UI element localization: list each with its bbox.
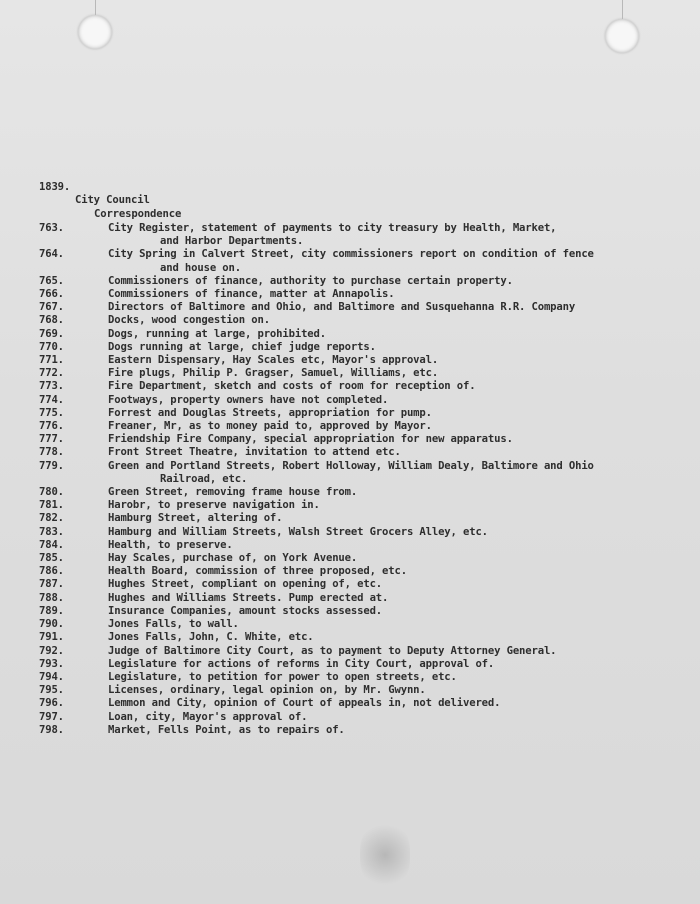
entry-number: 780. (39, 486, 64, 499)
entry-text (108, 552, 653, 565)
entry-text (108, 592, 653, 605)
entry-line: Commissioners of finance, matter at Annapolis. (108, 288, 395, 301)
entry-line: Insurance Companies, amount stocks assessed. (108, 604, 383, 617)
list-item (0, 512, 700, 525)
entry-number: 783. (39, 525, 64, 538)
entry-list (0, 222, 700, 737)
entry-text (108, 526, 653, 539)
punch-hole-left (78, 15, 112, 49)
entry-line: Lemmon and City, opinion of Court of appeals in, not delivered. (108, 697, 501, 710)
entry-number: 763. (39, 222, 64, 234)
entry-text (108, 631, 653, 644)
entry-line: City Spring in Calvert Street, city commissioners report on condition of fence (108, 248, 594, 261)
entry-line: Fire Department, sketch and costs of room for reception of. (108, 380, 476, 393)
entry-line: Directors of Baltimore and Ohio, and Baltimore and Susquehanna R.R. Company (108, 301, 576, 314)
entry-line: Harobr, to preserve navigation in. (108, 499, 320, 512)
entry-text (108, 328, 653, 341)
entry-line: Hamburg Street, altering of. (108, 512, 283, 525)
entry-text (108, 420, 653, 433)
entry-number: 778. (39, 446, 64, 459)
punch-hole-right (605, 19, 639, 53)
entry-number: 796. (39, 697, 64, 710)
binding-crease (95, 0, 96, 16)
list-item (0, 248, 700, 274)
entry-text (108, 697, 653, 710)
entry-number: 768. (39, 314, 64, 327)
list-item (0, 578, 700, 591)
list-item (0, 671, 700, 684)
entry-text (108, 433, 653, 446)
entry-line: Licenses, ordinary, legal opinion on, by Mr. Gwynn. (108, 684, 426, 697)
entry-text (108, 658, 653, 671)
list-item (0, 618, 700, 631)
entry-line: Hay Scales, purchase of, on York Avenue. (108, 552, 358, 565)
entry-number: 776. (39, 420, 64, 433)
entry-text (108, 288, 653, 301)
entry-number: 787. (39, 578, 64, 591)
entry-line: City Register, statement of payments to city treasury by Health, Market, (108, 222, 557, 234)
entry-number: 781. (39, 499, 64, 512)
entry-number: 785. (39, 552, 64, 565)
entry-text (108, 460, 653, 486)
list-item (0, 446, 700, 459)
entry-text (108, 684, 653, 697)
entry-continuation-line: and Harbor Departments. (160, 235, 304, 248)
entry-number: 786. (39, 565, 64, 578)
entry-text (108, 301, 653, 314)
entry-number: 769. (39, 327, 64, 340)
entry-text (108, 354, 653, 367)
entry-number: 775. (39, 406, 64, 419)
list-item (0, 328, 700, 341)
entry-line: Dogs running at large, chief judge reports. (108, 340, 376, 353)
entry-text (108, 314, 653, 327)
list-item (0, 301, 700, 314)
entry-number: 772. (39, 367, 64, 380)
entry-text (108, 446, 653, 459)
entry-number: 765. (39, 274, 64, 287)
list-item (0, 314, 700, 327)
list-item (0, 275, 700, 288)
list-item (0, 460, 700, 486)
entry-number: 777. (39, 433, 64, 446)
list-item (0, 711, 700, 724)
entry-line: Legislature, to petition for power to open streets, etc. (108, 670, 457, 683)
entry-text (108, 499, 653, 512)
entry-number: 771. (39, 354, 64, 367)
paper-stain (360, 820, 410, 890)
entry-number: 795. (39, 684, 64, 697)
entry-line: Hughes and Williams Streets. Pump erected at. (108, 591, 389, 604)
entry-number: 770. (39, 340, 64, 353)
entry-text (108, 539, 653, 552)
list-item (0, 658, 700, 671)
entry-line: Jones Falls, to wall. (108, 618, 239, 631)
list-item (0, 354, 700, 367)
entry-line: Eastern Dispensary, Hay Scales etc, Mayor's approval. (108, 354, 439, 367)
entry-line: Dogs, running at large, prohibited. (108, 327, 326, 340)
list-item (0, 697, 700, 710)
entry-continuation-line: and house on. (160, 261, 241, 274)
entry-number: 791. (39, 631, 64, 644)
list-item (0, 684, 700, 697)
entry-number: 797. (39, 710, 64, 723)
entry-line: Legislature for actions of reforms in City Court, approval of. (108, 657, 495, 670)
entry-number: 789. (39, 604, 64, 617)
entry-number: 784. (39, 538, 64, 551)
entry-line: Health, to preserve. (108, 538, 233, 551)
entry-number: 794. (39, 670, 64, 683)
entry-text (108, 565, 653, 578)
entry-text (108, 645, 653, 658)
list-item (0, 394, 700, 407)
section-subheading: Correspondence (94, 208, 182, 220)
entry-text (108, 724, 653, 737)
entry-line: Judge of Baltimore City Court, as to payment to Deputy Attorney General. (108, 644, 557, 657)
entry-text (108, 671, 653, 684)
entry-number: 779. (39, 459, 64, 472)
entry-text (108, 711, 653, 724)
entry-text (108, 512, 653, 525)
entry-continuation-line: Railroad, etc. (160, 472, 248, 485)
entry-text (108, 407, 653, 420)
entry-text (108, 275, 653, 288)
list-item (0, 407, 700, 420)
list-item (0, 341, 700, 354)
entry-text (108, 486, 653, 499)
list-item (0, 420, 700, 433)
entry-number: 764. (39, 248, 64, 261)
list-item (0, 605, 700, 618)
entry-number: 767. (39, 301, 64, 314)
list-item (0, 565, 700, 578)
binding-crease (622, 0, 623, 20)
entry-text (108, 367, 653, 380)
entry-line: Freaner, Mr, as to money paid to, approved by Mayor. (108, 420, 432, 433)
entry-text (108, 605, 653, 618)
entry-line: Jones Falls, John, C. White, etc. (108, 631, 314, 644)
entry-line: Health Board, commission of three proposed, etc. (108, 565, 407, 578)
entry-line: Fire plugs, Philip P. Gragser, Samuel, Williams, etc. (108, 367, 439, 380)
entry-line: Friendship Fire Company, special appropriation for new apparatus. (108, 433, 513, 446)
entry-line: Forrest and Douglas Streets, appropriation for pump. (108, 406, 432, 419)
list-item (0, 433, 700, 446)
entry-line: Docks, wood congestion on. (108, 314, 270, 327)
entry-number: 792. (39, 644, 64, 657)
list-item (0, 222, 700, 248)
entry-number: 793. (39, 657, 64, 670)
list-item (0, 645, 700, 658)
list-item (0, 367, 700, 380)
entry-line: Footways, property owners have not completed. (108, 393, 389, 406)
entry-text (108, 248, 653, 274)
section-heading: City Council (75, 194, 150, 206)
entry-line: Front Street Theatre, invitation to attend etc. (108, 446, 401, 459)
entry-number: 766. (39, 288, 64, 301)
entry-line: Green and Portland Streets, Robert Holloway, William Dealy, Baltimore and Ohio (108, 459, 594, 472)
list-item (0, 499, 700, 512)
list-item (0, 631, 700, 644)
entry-text (108, 380, 653, 393)
list-item (0, 288, 700, 301)
entry-line: Green Street, removing frame house from. (108, 486, 358, 499)
entry-text (108, 578, 653, 591)
entry-line: Hamburg and William Streets, Walsh Street Grocers Alley, etc. (108, 525, 488, 538)
list-item (0, 380, 700, 393)
entry-text (108, 394, 653, 407)
entry-number: 798. (39, 723, 64, 736)
entry-text (108, 341, 653, 354)
list-item (0, 592, 700, 605)
list-item (0, 486, 700, 499)
entry-text (108, 222, 653, 248)
list-item (0, 552, 700, 565)
entry-number: 773. (39, 380, 64, 393)
entry-line: Loan, city, Mayor's approval of. (108, 710, 308, 723)
entry-number: 788. (39, 591, 64, 604)
entry-text (108, 618, 653, 631)
year-label: 1839. (39, 181, 71, 193)
entry-line: Commissioners of finance, authority to purchase certain property. (108, 274, 513, 287)
entry-line: Market, Fells Point, as to repairs of. (108, 723, 345, 736)
list-item (0, 526, 700, 539)
list-item (0, 539, 700, 552)
entry-line: Hughes Street, compliant on opening of, etc. (108, 578, 383, 591)
entry-number: 782. (39, 512, 64, 525)
entry-number: 790. (39, 618, 64, 631)
list-item (0, 724, 700, 737)
entry-number: 774. (39, 393, 64, 406)
